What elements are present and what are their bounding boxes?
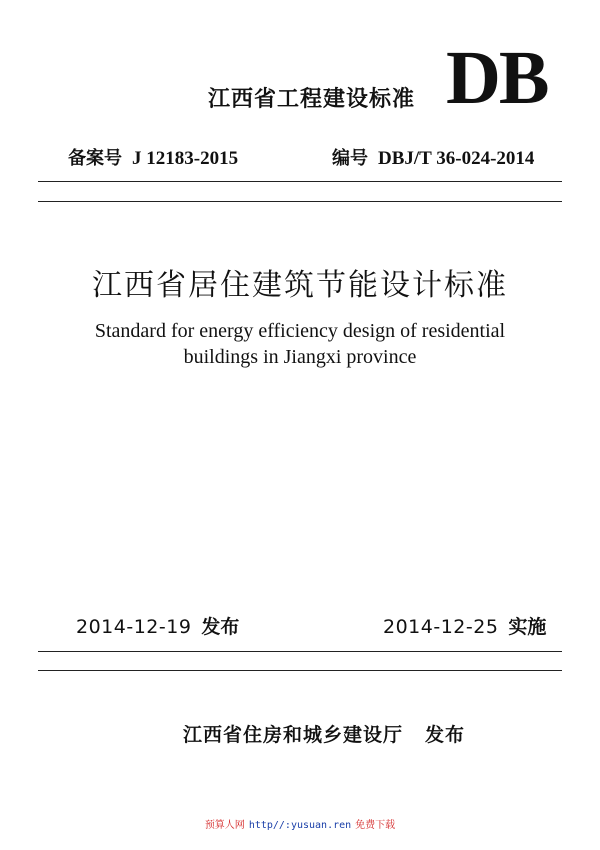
effective-label: 实施 [508,616,547,638]
issue-date-row [76,612,239,639]
serial-label: 编号 [332,148,368,169]
standard-category-title: 江西省工程建设标准 [208,87,416,112]
issue-date: 2014-12-19 [76,616,192,638]
header-divider-top [38,181,562,182]
footer-divider-top [38,651,562,652]
footer-site-name: 预算人网 [204,820,245,831]
watermark-footer [0,816,600,831]
publisher-action: 发布 [425,724,466,746]
record-label: 备案号 [68,148,122,169]
serial-number: DBJ/T 36-024-2014 [378,148,535,169]
record-number-row [68,144,238,170]
publisher-name: 江西省住房和城乡建设厅 [183,724,404,746]
document-title-english-line-2: buildings in Jiangxi province [183,346,417,368]
header-divider-bottom [38,201,562,202]
document-title-english-line-1: Standard for energy efficiency design of residential [94,320,506,342]
footer-tail: 免费下载 [355,820,396,831]
issue-label: 发布 [201,616,240,638]
serial-number-row [332,144,534,170]
footer-divider-bottom [38,670,562,671]
db-logo: DB [446,36,548,120]
effective-date: 2014-12-25 [383,616,499,638]
document-title-chinese: 江西省居住建筑节能设计标准 [92,268,508,303]
record-number: J 12183-2015 [132,148,239,169]
footer-url-link[interactable]: http//:yusuan.ren [248,820,352,831]
effective-date-row [383,612,546,639]
publisher-row [183,720,465,747]
